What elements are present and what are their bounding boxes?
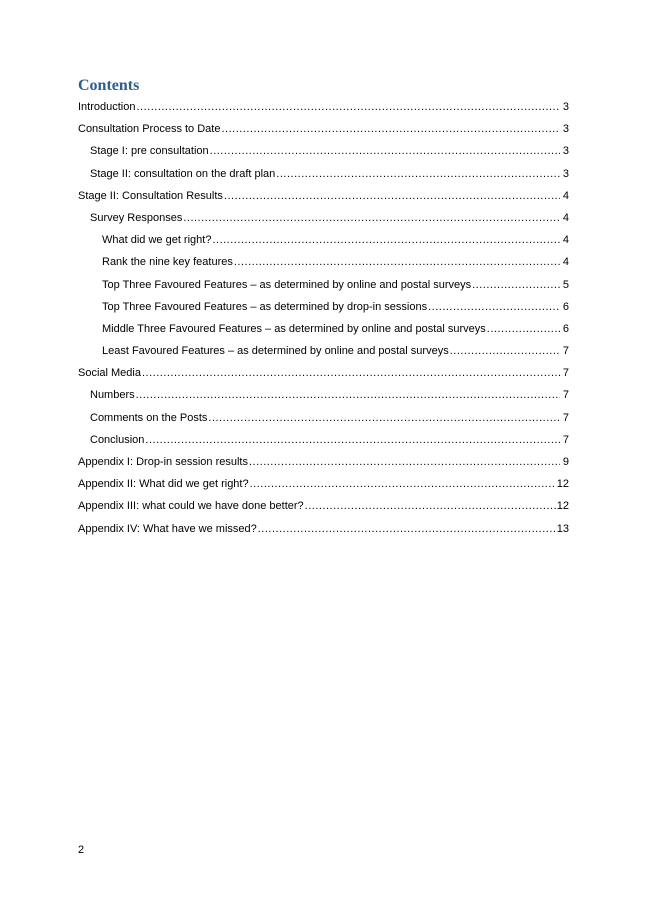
toc-entry-page: 5 (562, 278, 569, 291)
toc-entry-title: Least Favoured Features – as determined by online and postal surveys (102, 345, 449, 358)
toc-entry[interactable] (78, 229, 569, 251)
toc-entry-page: 12 (556, 500, 569, 513)
toc-entry[interactable] (78, 96, 569, 118)
toc-dot-leader (221, 118, 560, 140)
toc-entry[interactable] (78, 318, 569, 340)
toc-entry-page: 9 (562, 456, 569, 468)
toc-entry-title: Rank the nine key features (102, 256, 233, 269)
toc-dot-leader (258, 518, 556, 540)
page-number: 2 (78, 844, 85, 856)
toc-entry-title: Appendix III: what could we have done better? (78, 500, 304, 513)
toc-entry-page: 7 (562, 367, 569, 380)
toc-dot-leader (212, 229, 560, 251)
toc-entry[interactable] (78, 340, 569, 362)
toc-entry[interactable] (78, 451, 569, 473)
toc-dot-leader (234, 251, 560, 273)
toc-entry[interactable] (78, 140, 569, 162)
toc-entry-title: Comments on the Posts (90, 411, 208, 424)
toc-entry[interactable] (78, 296, 569, 318)
toc-entry-page: 3 (562, 167, 569, 180)
toc-entry-title: Stage I: pre consultation (90, 145, 209, 158)
toc-entry-title: Top Three Favoured Features – as determined by drop-in sessions (102, 300, 428, 313)
toc-dot-leader (136, 384, 560, 406)
toc-entry[interactable] (78, 407, 569, 429)
toc-dot-leader (487, 318, 560, 340)
toc-entry-page: 13 (556, 522, 569, 535)
toc-dot-leader (142, 362, 560, 384)
toc-entry[interactable] (78, 362, 569, 384)
toc-entry-page: 7 (562, 345, 569, 358)
toc-entry-title: Middle Three Favoured Features – as determined by online and postal surveys (102, 322, 486, 335)
toc-entry[interactable] (78, 495, 569, 517)
toc-dot-leader (208, 407, 560, 429)
toc-entry-title: Survey Responses (90, 211, 183, 224)
toc-entry-page: 4 (562, 189, 569, 202)
toc-dot-leader (183, 207, 560, 229)
toc-entry[interactable] (78, 274, 569, 296)
toc-entry-title: Appendix IV: What have we missed? (78, 522, 257, 535)
toc-entry-title: Appendix II: What did we get right? (78, 478, 249, 491)
toc-entry-page: 7 (562, 433, 569, 446)
toc-entry-page: 7 (562, 389, 569, 402)
toc-entry-title: Appendix I: Drop-in session results (78, 456, 248, 468)
toc-entry-page: 12 (556, 478, 569, 491)
toc-dot-leader (250, 473, 556, 495)
toc-entry-title: Consultation Process to Date (78, 123, 221, 136)
toc-entry-page: 3 (562, 145, 569, 158)
toc-entry-title: Stage II: Consultation Results (78, 189, 223, 202)
toc-entry[interactable] (78, 185, 569, 207)
toc-dot-leader (224, 185, 560, 207)
toc-entry-title: Social Media (78, 367, 141, 380)
toc-dot-leader (276, 163, 560, 185)
toc-entry-title: Conclusion (90, 433, 145, 446)
toc-dot-leader (145, 429, 560, 451)
toc-dot-leader (210, 140, 560, 162)
toc-heading: Contents (78, 77, 140, 94)
toc-entry[interactable] (78, 429, 569, 451)
toc-entry-page: 4 (562, 211, 569, 224)
toc-entry-title: Stage II: consultation on the draft plan (90, 167, 276, 180)
toc-entry[interactable] (78, 473, 569, 495)
toc-entry-title: Top Three Favoured Features – as determined by online and postal surveys (102, 278, 472, 291)
toc-dot-leader (472, 274, 560, 296)
toc-dot-leader (305, 495, 556, 517)
toc-dot-leader (450, 340, 560, 362)
toc-entry[interactable] (78, 518, 569, 540)
toc-dot-leader (136, 96, 560, 118)
toc-entry[interactable] (78, 251, 569, 273)
toc-entry-title: Introduction (78, 101, 136, 113)
toc-entry-page: 7 (562, 411, 569, 424)
toc-entry-page: 4 (562, 256, 569, 269)
table-of-contents (78, 96, 569, 540)
toc-entry-title: Numbers (90, 389, 135, 402)
toc-dot-leader (249, 451, 560, 473)
toc-entry[interactable] (78, 207, 569, 229)
toc-entry-page: 4 (562, 234, 569, 247)
toc-entry[interactable] (78, 163, 569, 185)
toc-entry-page: 3 (562, 101, 569, 113)
toc-entry-title: What did we get right? (102, 234, 212, 247)
toc-entry-page: 6 (562, 322, 569, 335)
toc-dot-leader (428, 296, 560, 318)
toc-entry[interactable] (78, 118, 569, 140)
toc-entry-page: 6 (562, 300, 569, 313)
toc-entry-page: 3 (562, 123, 569, 136)
toc-entry[interactable] (78, 384, 569, 406)
